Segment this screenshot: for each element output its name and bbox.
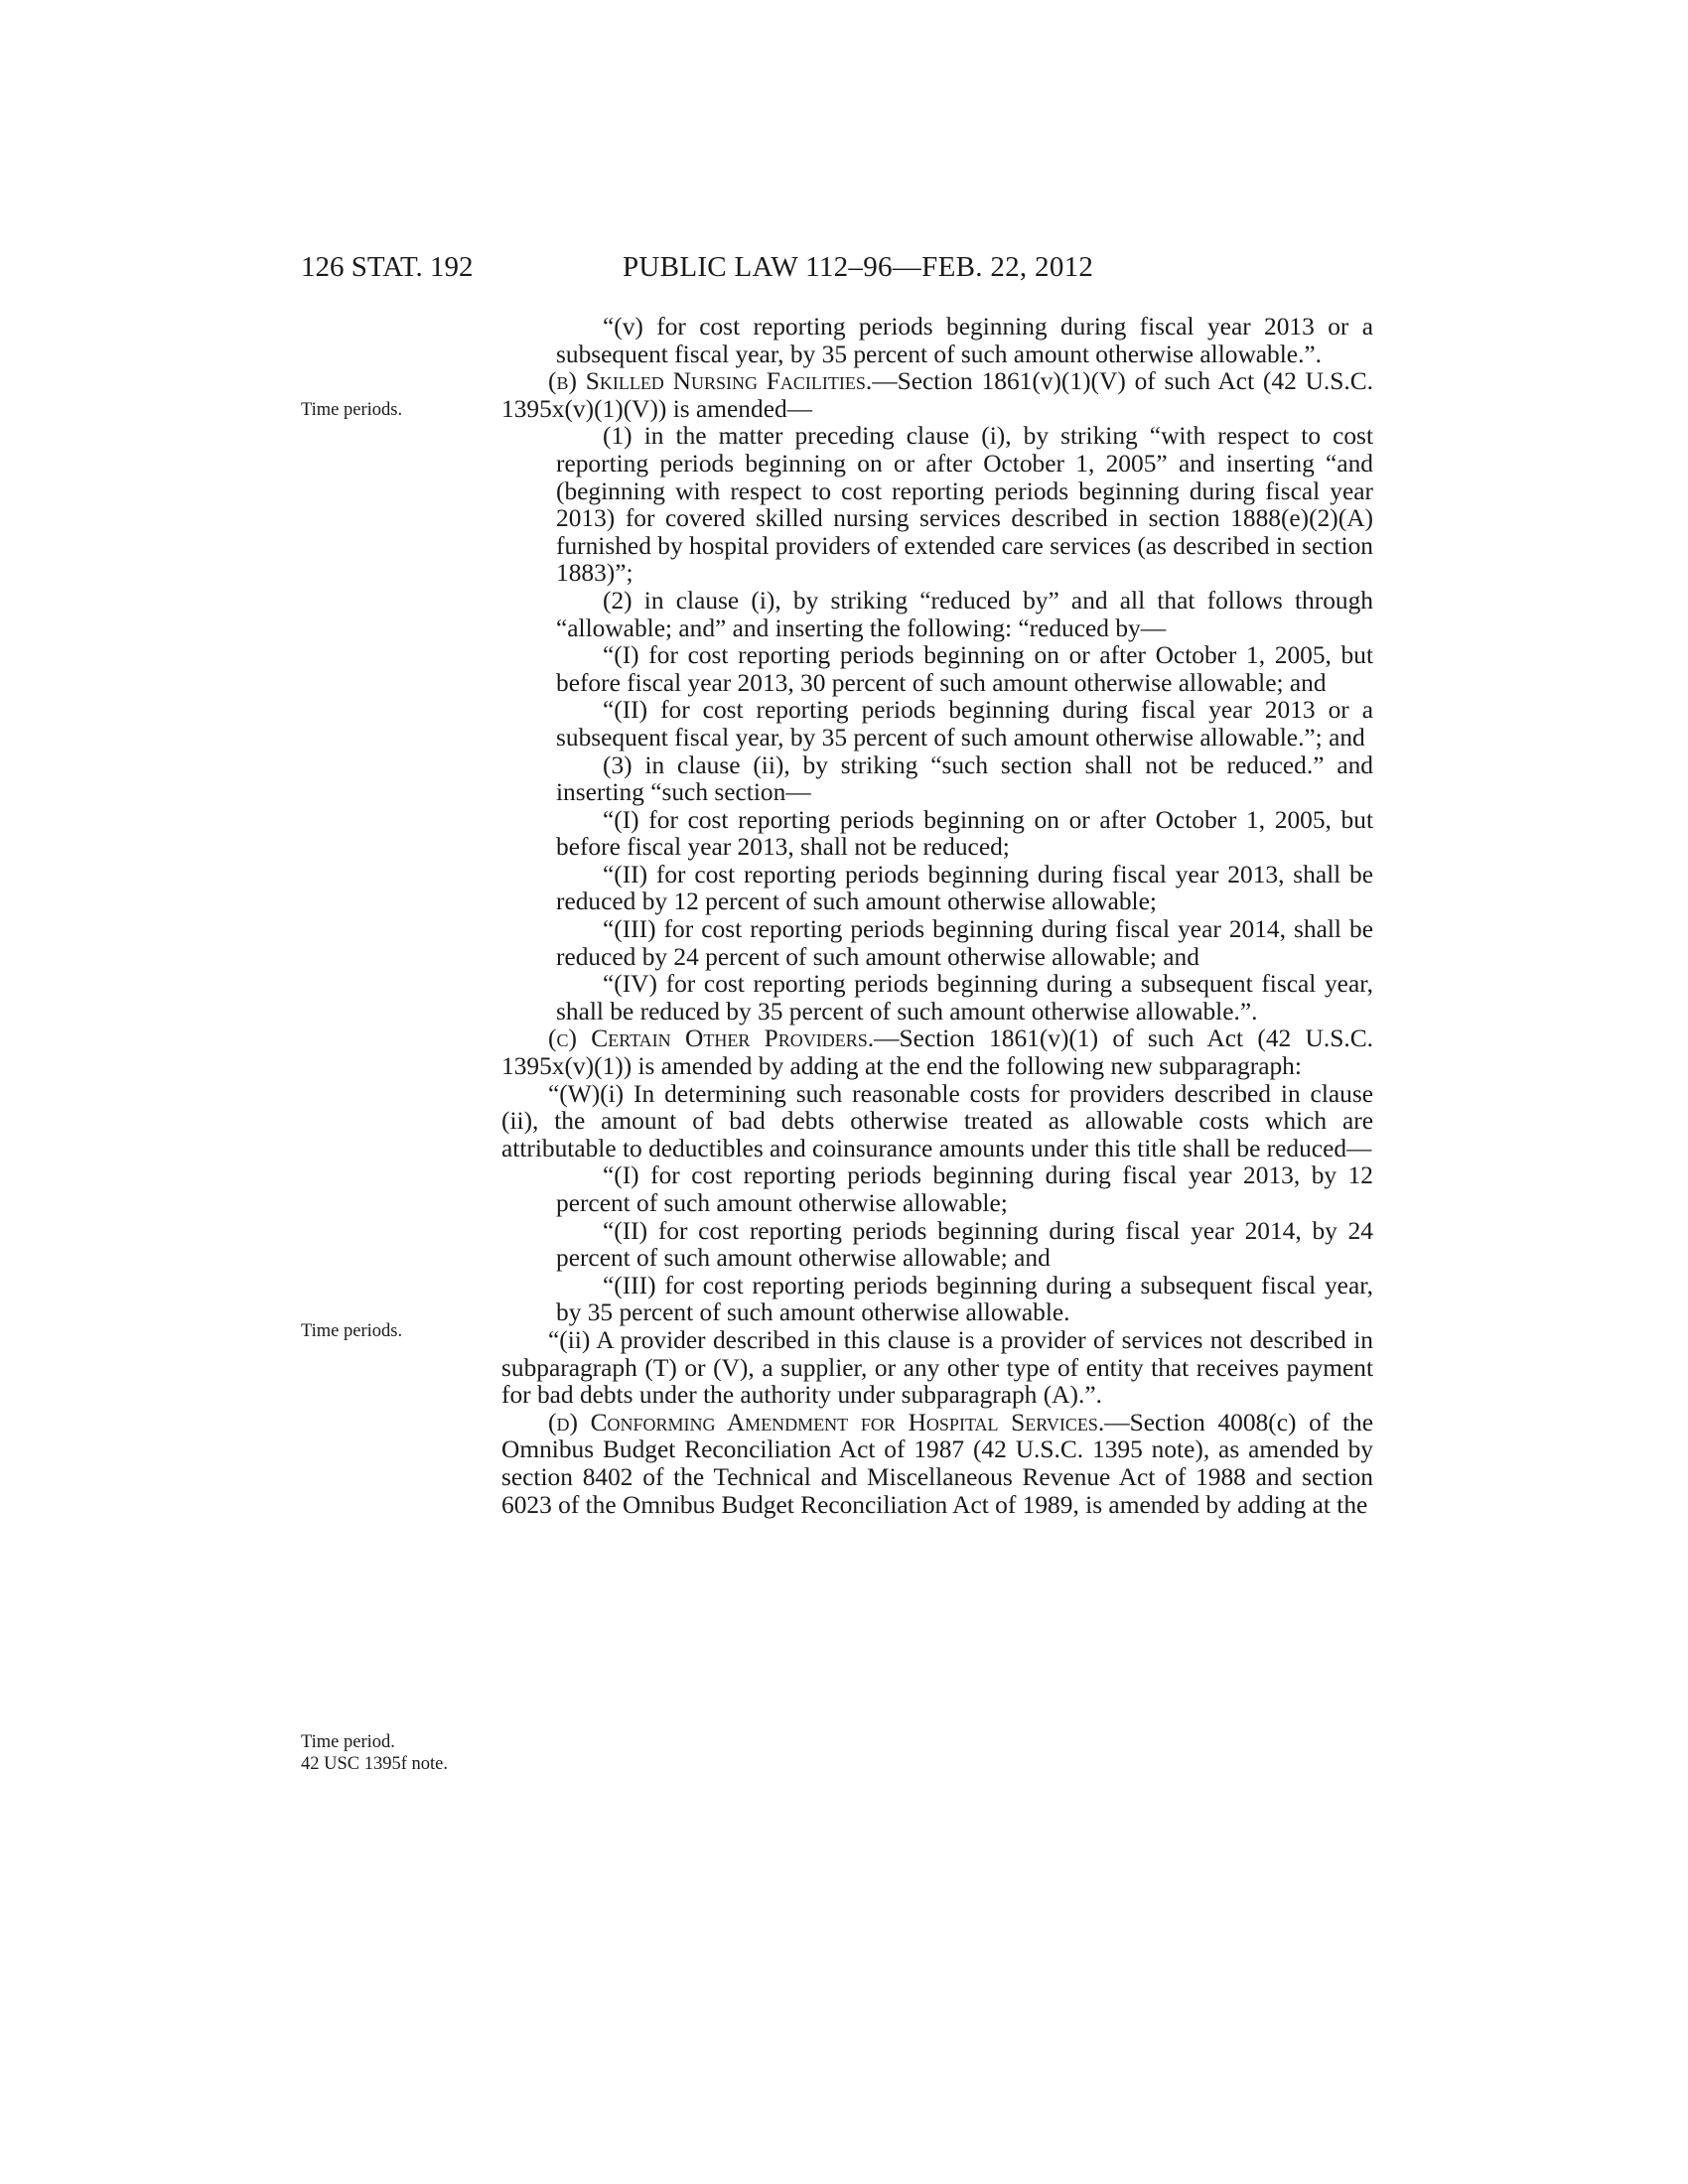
- subclause-ii: “(II) for cost reporting periods beginning during fiscal year 2013 or a subsequent fiscal year, by 35 percent of such amount otherwise allowable.”; and: [556, 696, 1373, 751]
- subsection-b-heading: (b) Skilled Nursing Facilities.: [548, 367, 873, 396]
- stat-page-number: 126 STAT. 192: [301, 251, 474, 283]
- subclause-i: “(I) for cost reporting periods beginning on or after October 1, 2005, but before fiscal year 2013, 30 percent of such amount otherwise allowable; and: [556, 641, 1373, 697]
- clause-ii: “(ii) A provider described in this clause is a provider of services not described in subparagraph (T) or (V), a supplier, or any other type of entity that receives payment for bad debts under the authority under subparagraph (A).”.: [501, 1325, 1373, 1410]
- subsection-c-text: —Section 1861(v)(1) of such Act (42 U.S.C. 1395x(v)(1)) is amended by adding at the end the following new subparagraph:: [501, 1024, 1373, 1081]
- subclause-ii: “(II) for cost reporting periods beginning during fiscal year 2013, shall be reduced by 12 percent of such amount otherwise allowable;: [556, 860, 1373, 916]
- subsection-d-heading: (d) Conforming Amendment for Hospital Services.: [548, 1408, 1105, 1436]
- subclause-ii: “(II) for cost reporting periods beginning during fiscal year 2014, by 24 percent of such amount otherwise allowable; and: [556, 1216, 1373, 1273]
- subsection-c-heading: (c) Certain Other Providers.: [548, 1024, 875, 1053]
- margin-note-time-periods-c: Time periods.: [301, 1321, 403, 1341]
- subclause-i: “(I) for cost reporting periods beginning on or after October 1, 2005, but before fiscal year 2013, shall not be reduced;: [556, 805, 1373, 862]
- subclause-iv: “(IV) for cost reporting periods beginning during a subsequent fiscal year, shall be reduced by 35 percent of such amount otherwise allowable.”.: [556, 970, 1373, 1025]
- running-header: [0, 250, 1688, 284]
- subclause-i: “(I) for cost reporting periods beginning during fiscal year 2013, by 12 percent of such amount otherwise allowable;: [556, 1161, 1373, 1217]
- paragraph-1: (1) in the matter preceding clause (i), by striking “with respect to cost reporting periods beginning on or after October 1, 2005” and inserting “and (beginning with respect to cost reporting periods beginning during fiscal year 2013) for covered skilled nursing services described in section 1888(e)(2)(A) furnished by hospital providers of extended care services (as described in section 1883)”;: [556, 422, 1373, 588]
- subclause-iii: “(III) for cost reporting periods beginning during a subsequent fiscal year, by 35 percent of such amount otherwise allowable.: [556, 1271, 1373, 1327]
- paragraph-3: (3) in clause (ii), by striking “such section shall not be reduced.” and inserting “such section—: [556, 751, 1373, 807]
- margin-note-time-period-d: Time period.: [301, 1732, 395, 1752]
- subclause-iii: “(III) for cost reporting periods beginning during fiscal year 2014, shall be reduced by 24 percent of such amount otherwise allowable; and: [556, 915, 1373, 971]
- subsection-c: [501, 1025, 1373, 1080]
- paragraph-2: (2) in clause (i), by striking “reduced by” and all that follows through “allowable; and” and inserting the following: “reduced by—: [556, 586, 1373, 642]
- subparagraph-w: “(W)(i) In determining such reasonable costs for providers described in clause (ii), the amount of bad debts otherwise treated as allowable costs which are attributable to deductibles and coinsurance amounts under this title shall be reduced—: [501, 1079, 1373, 1162]
- margin-note-time-periods-b: Time periods.: [301, 400, 403, 420]
- subsection-d: [501, 1410, 1373, 1519]
- margin-note-usc-citation: 42 USC 1395f note.: [301, 1754, 448, 1774]
- subsection-d-text: —Section 4008(c) of the Omnibus Budget Reconciliation Act of 1987 (42 U.S.C. 1395 note), as amended by section 8402 of the Technical and Miscellaneous Revenue Act of 1988 and section 6023 of the Omnibus Budget Reconciliation Act of 1989, is amended by adding at the: [501, 1408, 1373, 1519]
- clause-v: “(v) for cost reporting periods beginning during fiscal year 2013 or a subsequent fiscal year, by 35 percent of such amount otherwise allowable.”.: [556, 313, 1373, 368]
- statute-body: [501, 314, 1373, 1519]
- subsection-b: [501, 368, 1373, 423]
- subsection-b-text: —Section 1861(v)(1)(V) of such Act (42 U.S.C. 1395x(v)(1)(V)) is amended—: [501, 367, 1373, 423]
- law-title: PUBLIC LAW 112–96—FEB. 22, 2012: [623, 251, 1094, 283]
